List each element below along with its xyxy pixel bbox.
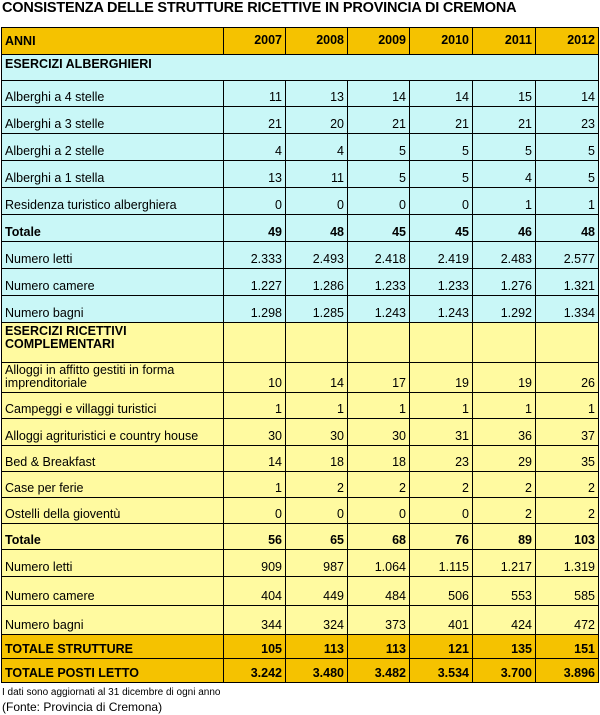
row-label: Numero bagni [2, 606, 224, 635]
cell-2012: 1 [536, 393, 599, 419]
cell-2010: 1.233 [410, 269, 473, 296]
row-label: Numero letti [2, 550, 224, 577]
cell-2010: 31 [410, 419, 473, 446]
cell-2010: 1.115 [410, 550, 473, 577]
table-row-numero-letti [2, 242, 599, 269]
cell-2008: 113 [286, 635, 348, 659]
cell-2007: 909 [224, 550, 286, 577]
cell-2008: 48 [286, 215, 348, 242]
table-row-numero-bagni [2, 606, 599, 635]
cell-2009: 5 [348, 161, 410, 188]
cell-2009: 30 [348, 419, 410, 446]
table-row-alberghi-a-1-stella [2, 161, 599, 188]
cell-2010: 401 [410, 606, 473, 635]
row-label: Totale [2, 524, 224, 550]
cell-2012: 48 [536, 215, 599, 242]
cell-2011: 2 [473, 498, 536, 524]
cell-2009: 373 [348, 606, 410, 635]
cell-2009: 0 [348, 188, 410, 215]
cell-2011: 2.483 [473, 242, 536, 269]
row-label: Totale [2, 215, 224, 242]
cell-2009: 1.233 [348, 269, 410, 296]
cell-2007: 1.227 [224, 269, 286, 296]
cell-2009: 5 [348, 134, 410, 161]
cell-2008: 0 [286, 188, 348, 215]
cell-2008: 324 [286, 606, 348, 635]
cell-2009: 2.418 [348, 242, 410, 269]
table-row-bed-breakfast [2, 446, 599, 472]
table-row-numero-letti [2, 550, 599, 577]
cell-2012: 1.319 [536, 550, 599, 577]
row-label: TOTALE STRUTTURE [2, 635, 224, 659]
table-row-numero-bagni [2, 296, 599, 323]
table-row-alberghi-a-3-stelle [2, 107, 599, 134]
cell-2011: 1 [473, 393, 536, 419]
cell-2008: 1.285 [286, 296, 348, 323]
year-2009: 2009 [348, 28, 410, 55]
cell-2008: 13 [286, 81, 348, 107]
cell-2009: 1.243 [348, 296, 410, 323]
cell-2007: 344 [224, 606, 286, 635]
row-label: Alberghi a 4 stelle [2, 81, 224, 107]
table-row-case-per-ferie [2, 472, 599, 498]
cell-2012: 3.896 [536, 659, 599, 683]
cell-2009: 113 [348, 635, 410, 659]
cell-2011: 1.292 [473, 296, 536, 323]
cell-2008: 30 [286, 419, 348, 446]
cell-2009: 1.064 [348, 550, 410, 577]
row-label: Case per ferie [2, 472, 224, 498]
row-label: Ostelli della gioventù [2, 498, 224, 524]
cell-2010: 14 [410, 81, 473, 107]
cell-2007: 1 [224, 472, 286, 498]
header-row [2, 28, 599, 55]
row-label: Alloggi in affitto gestiti in forma imprenditoriale [2, 363, 224, 393]
cell-2012: 1 [536, 188, 599, 215]
cell-2012: 2 [536, 472, 599, 498]
cell-2008: 987 [286, 550, 348, 577]
cell-2009: 0 [348, 498, 410, 524]
cell-2008: 2 [286, 472, 348, 498]
cell-2008: 65 [286, 524, 348, 550]
cell-2009: 68 [348, 524, 410, 550]
cell-2008: 14 [286, 363, 348, 393]
table-row-totale-posti-letto [2, 659, 599, 683]
cell-2009: 17 [348, 363, 410, 393]
cell-2010: 0 [410, 188, 473, 215]
row-label: Alberghi a 2 stelle [2, 134, 224, 161]
year-2008: 2008 [286, 28, 348, 55]
table-row-alloggi-in-affitto-gestiti-in-forma-imprenditoriale [2, 363, 599, 393]
cell-2012: 472 [536, 606, 599, 635]
cell-2008: 11 [286, 161, 348, 188]
cell-2008: 20 [286, 107, 348, 134]
row-label: Campeggi e villaggi turistici [2, 393, 224, 419]
cell-2007: 1 [224, 393, 286, 419]
cell-2012: 26 [536, 363, 599, 393]
row-label: Bed & Breakfast [2, 446, 224, 472]
cell-2007: 105 [224, 635, 286, 659]
row-label: Alberghi a 3 stelle [2, 107, 224, 134]
cell-2007: 30 [224, 419, 286, 446]
cell-2007: 21 [224, 107, 286, 134]
cell-2009: 14 [348, 81, 410, 107]
cell-2009: 18 [348, 446, 410, 472]
cell-2011: 1.276 [473, 269, 536, 296]
cell-2010: 76 [410, 524, 473, 550]
cell-2010: 0 [410, 498, 473, 524]
table-row-numero-camere [2, 577, 599, 606]
cell-2010: 23 [410, 446, 473, 472]
cell-2007: 14 [224, 446, 286, 472]
year-2010: 2010 [410, 28, 473, 55]
cell-2011: 19 [473, 363, 536, 393]
row-label: Numero camere [2, 269, 224, 296]
cell-2010: 506 [410, 577, 473, 606]
cell-2007: 56 [224, 524, 286, 550]
table-row-alberghi-a-4-stelle [2, 81, 599, 107]
cell-2010: 2.419 [410, 242, 473, 269]
accommodation-table [1, 27, 599, 683]
cell-2012: 1.321 [536, 269, 599, 296]
cell-2008: 449 [286, 577, 348, 606]
cell-2010: 1.243 [410, 296, 473, 323]
complementary-rows [2, 363, 599, 635]
cell-2012: 2.577 [536, 242, 599, 269]
cell-2010: 3.534 [410, 659, 473, 683]
cell-2008: 1.286 [286, 269, 348, 296]
table-row-totale-strutture [2, 635, 599, 659]
table-row-alloggi-agrituristici-e-country-house [2, 419, 599, 446]
cell-2011: 5 [473, 134, 536, 161]
cell-2011: 89 [473, 524, 536, 550]
page-title: CONSISTENZA DELLE STRUTTURE RICETTIVE IN PROVINCIA DI CREMONA [2, 0, 517, 16]
cell-2010: 21 [410, 107, 473, 134]
cell-2009: 2 [348, 472, 410, 498]
year-2012: 2012 [536, 28, 599, 55]
cell-2009: 45 [348, 215, 410, 242]
cell-2009: 3.482 [348, 659, 410, 683]
cell-2012: 37 [536, 419, 599, 446]
cell-2009: 484 [348, 577, 410, 606]
cell-2012: 103 [536, 524, 599, 550]
table-row-totale [2, 524, 599, 550]
cell-2007: 404 [224, 577, 286, 606]
table-row-numero-camere [2, 269, 599, 296]
grand-total-rows [2, 635, 599, 683]
cell-2007: 11 [224, 81, 286, 107]
cell-2007: 0 [224, 498, 286, 524]
cell-2011: 1.217 [473, 550, 536, 577]
cell-2008: 0 [286, 498, 348, 524]
table-row-ostelli-della-gioventu [2, 498, 599, 524]
cell-2011: 29 [473, 446, 536, 472]
cell-2012: 5 [536, 161, 599, 188]
compl-section-label: ESERCIZI RICETTIVI COMPLEMENTARI [2, 323, 224, 363]
table-row-residenza-turistico-alberghiera [2, 188, 599, 215]
cell-2010: 121 [410, 635, 473, 659]
cell-2011: 4 [473, 161, 536, 188]
cell-2012: 1.334 [536, 296, 599, 323]
cell-2011: 424 [473, 606, 536, 635]
cell-2010: 5 [410, 161, 473, 188]
source-note: (Fonte: Provincia di Cremona) [2, 700, 163, 714]
cell-2009: 21 [348, 107, 410, 134]
cell-2011: 36 [473, 419, 536, 446]
row-label: Numero letti [2, 242, 224, 269]
cell-2008: 4 [286, 134, 348, 161]
cell-2007: 10 [224, 363, 286, 393]
cell-2011: 46 [473, 215, 536, 242]
cell-2012: 2 [536, 498, 599, 524]
cell-2011: 3.700 [473, 659, 536, 683]
cell-2007: 3.242 [224, 659, 286, 683]
hotel-rows [2, 81, 599, 323]
cell-2010: 5 [410, 134, 473, 161]
cell-2008: 2.493 [286, 242, 348, 269]
table-row-campeggi-e-villaggi-turistici [2, 393, 599, 419]
row-label: Numero bagni [2, 296, 224, 323]
cell-2010: 19 [410, 363, 473, 393]
cell-2008: 18 [286, 446, 348, 472]
cell-2012: 14 [536, 81, 599, 107]
cell-2007: 1.298 [224, 296, 286, 323]
cell-2012: 5 [536, 134, 599, 161]
cell-2009: 1 [348, 393, 410, 419]
cell-2011: 2 [473, 472, 536, 498]
row-label: TOTALE POSTI LETTO [2, 659, 224, 683]
compl-section-row [2, 323, 599, 363]
row-label: Residenza turistico alberghiera [2, 188, 224, 215]
cell-2010: 45 [410, 215, 473, 242]
cell-2007: 2.333 [224, 242, 286, 269]
cell-2012: 151 [536, 635, 599, 659]
year-2007: 2007 [224, 28, 286, 55]
cell-2011: 15 [473, 81, 536, 107]
cell-2012: 23 [536, 107, 599, 134]
row-label: Numero camere [2, 577, 224, 606]
table-row-alberghi-a-2-stelle [2, 134, 599, 161]
cell-2010: 1 [410, 393, 473, 419]
cell-2010: 2 [410, 472, 473, 498]
hotel-section-row [2, 55, 599, 81]
cell-2011: 553 [473, 577, 536, 606]
year-2011: 2011 [473, 28, 536, 55]
header-label: ANNI [2, 28, 224, 55]
cell-2007: 4 [224, 134, 286, 161]
row-label: Alloggi agrituristici e country house [2, 419, 224, 446]
cell-2008: 1 [286, 393, 348, 419]
hotel-section-label: ESERCIZI ALBERGHIERI [2, 55, 599, 81]
footnote: I dati sono aggiornati al 31 dicembre di ogni anno [2, 687, 221, 698]
cell-2012: 35 [536, 446, 599, 472]
cell-2007: 13 [224, 161, 286, 188]
cell-2012: 585 [536, 577, 599, 606]
cell-2011: 135 [473, 635, 536, 659]
row-label: Alberghi a 1 stella [2, 161, 224, 188]
cell-2007: 0 [224, 188, 286, 215]
cell-2008: 3.480 [286, 659, 348, 683]
cell-2011: 1 [473, 188, 536, 215]
cell-2007: 49 [224, 215, 286, 242]
table-row-totale [2, 215, 599, 242]
cell-2011: 21 [473, 107, 536, 134]
